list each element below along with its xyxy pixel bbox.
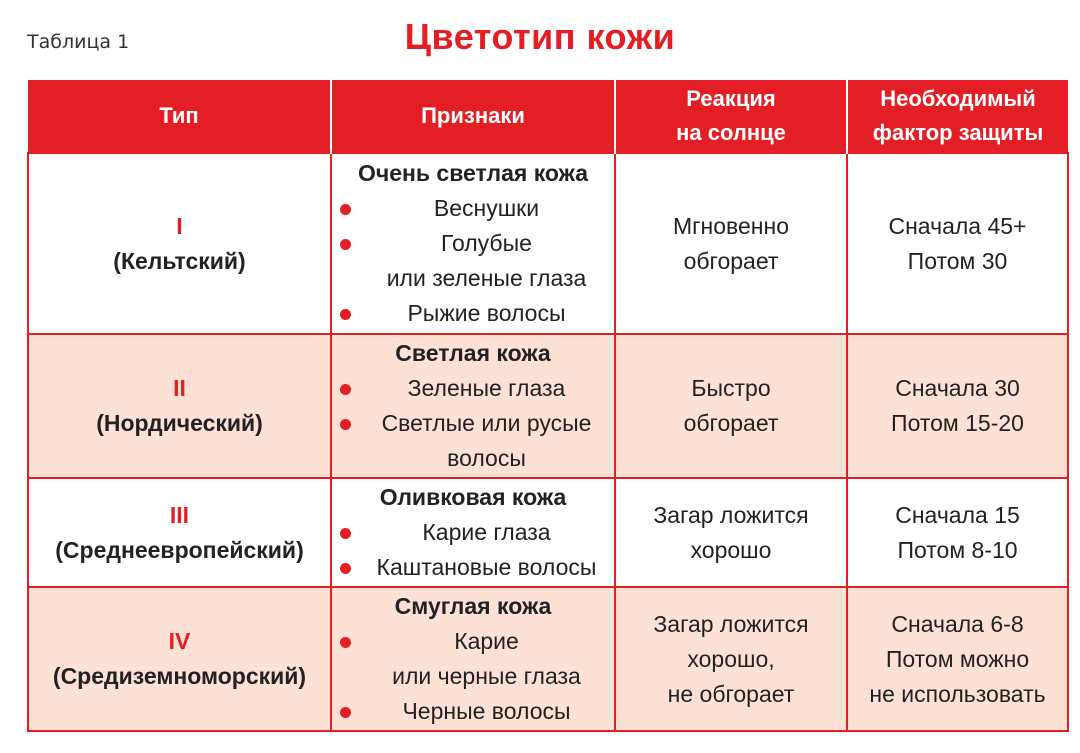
table-header-row [28,80,1068,153]
list-item: Веснушки [338,191,608,226]
bullet-dot-icon [340,707,351,718]
signs-cell [331,334,615,478]
page-title: Цветотип кожи [404,16,676,57]
protection-cell: Сначала 15 Потом 8-10 [847,478,1068,587]
protection-cell: Сначала 30 Потом 15-20 [847,334,1068,478]
skin-description: Очень светлая кожа [357,160,589,186]
header-protection: Необходимый фактор защиты [847,80,1068,153]
bullet-dot-icon [340,419,351,430]
type-number: II [173,375,186,401]
bullet-dot-icon [340,384,351,395]
reaction-cell: Мгновенно обгорает [615,153,847,334]
reaction-cell: Быстро обгорает [615,334,847,478]
skin-description: Смуглая кожа [394,593,552,619]
skin-description: Оливковая кожа [379,484,567,510]
type-number: I [176,212,183,239]
list-item: Каштановые волосы [338,550,608,585]
type-name: (Кельтский) [113,247,246,274]
skin-description: Светлая кожа [395,340,551,366]
table-row [28,153,1068,334]
type-cell [28,587,331,731]
signs-cell [331,153,615,334]
bullet-dot-icon [340,309,351,320]
type-cell [28,478,331,587]
header-reaction: Реакция на солнце [615,80,847,153]
type-number: IV [168,628,191,654]
list-item: Рыжие волосы [338,296,608,331]
type-name: (Нордический) [96,410,263,436]
signs-cell [331,587,615,731]
reaction-cell: Загар ложится хорошо, не обгорает [615,587,847,731]
type-number: III [169,501,190,528]
list-item: Светлые или русые волосы [338,406,608,476]
bullet-dot-icon [340,637,351,648]
type-name: (Среднеевропейский) [55,536,304,563]
table-row [28,478,1068,587]
table-row [28,587,1068,731]
table-row [28,334,1068,478]
header-signs: Признаки [331,80,615,153]
list-item: Черные волосы [338,694,608,729]
signs-cell [331,478,615,587]
type-name: (Средиземноморский) [52,663,307,689]
protection-cell: Сначала 6-8 Потом можно не использовать [847,587,1068,731]
list-item: Зеленые глаза [338,371,608,406]
list-item: Карие или черные глаза [338,624,608,694]
protection-cell: Сначала 45+ Потом 30 [847,153,1068,334]
list-item: Карие глаза [338,515,608,550]
skin-type-table [27,80,1069,732]
bullet-dot-icon [340,239,351,250]
type-cell [28,153,331,334]
reaction-cell: Загар ложится хорошо [615,478,847,587]
bullet-dot-icon [340,563,351,574]
header-type: Тип [28,80,331,153]
list-item: Голубые или зеленые глаза [338,226,608,296]
bullet-dot-icon [340,528,351,539]
type-cell [28,334,331,478]
bullet-dot-icon [340,204,351,215]
table-caption: Таблица 1 [27,31,130,53]
